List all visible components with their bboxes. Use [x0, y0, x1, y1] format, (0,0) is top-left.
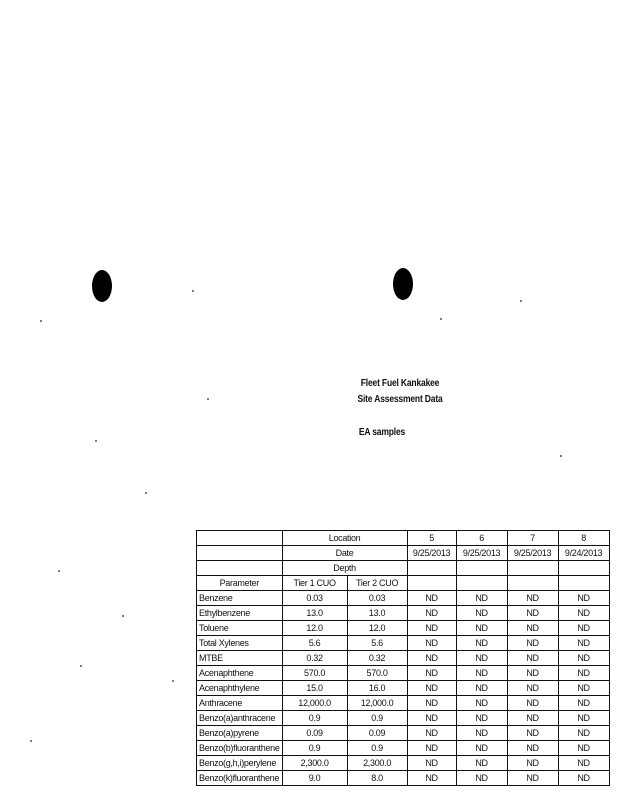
result-value: ND [507, 726, 558, 741]
result-header-blank [507, 576, 558, 591]
result-value: ND [507, 696, 558, 711]
result-header-blank [407, 576, 456, 591]
location-8: 8 [558, 531, 609, 546]
result-value: ND [407, 606, 456, 621]
result-value: ND [407, 756, 456, 771]
header-blank-cell [197, 561, 283, 576]
location-label: Location [282, 531, 407, 546]
result-value: ND [558, 606, 609, 621]
result-value: ND [558, 711, 609, 726]
scan-speck [520, 300, 522, 302]
result-value: ND [407, 711, 456, 726]
location-row [197, 531, 610, 546]
result-value: ND [407, 666, 456, 681]
scan-speck [560, 455, 562, 457]
tier1-value: 0.32 [282, 651, 347, 666]
result-value: ND [407, 636, 456, 651]
result-value: ND [507, 771, 558, 786]
scan-speck [207, 398, 209, 400]
result-value: ND [456, 621, 507, 636]
punch-hole-right [393, 268, 413, 300]
tier1-value: 13.0 [282, 606, 347, 621]
result-header-blank [558, 576, 609, 591]
result-value: ND [558, 741, 609, 756]
result-value: ND [456, 711, 507, 726]
column-header-row [197, 576, 610, 591]
result-value: ND [558, 621, 609, 636]
parameter-name: Total Xylenes [197, 636, 283, 651]
tier2-value: 5.6 [347, 636, 407, 651]
result-value: ND [507, 666, 558, 681]
table-row [197, 756, 610, 771]
result-value: ND [507, 741, 558, 756]
result-value: ND [456, 606, 507, 621]
punch-hole-left [92, 270, 112, 302]
result-value: ND [456, 666, 507, 681]
parameter-name: MTBE [197, 651, 283, 666]
result-value: ND [507, 711, 558, 726]
header-blank-cell [197, 546, 283, 561]
tier2-value: 2,300.0 [347, 756, 407, 771]
scan-speck [122, 615, 124, 617]
result-value: ND [558, 726, 609, 741]
result-value: ND [558, 591, 609, 606]
tier2-value: 0.9 [347, 711, 407, 726]
result-value: ND [558, 651, 609, 666]
result-value: ND [456, 681, 507, 696]
table-row [197, 711, 610, 726]
document-subtitle: Site Assessment Data [357, 394, 443, 405]
result-value: ND [407, 771, 456, 786]
tier2-value: 0.32 [347, 651, 407, 666]
tier2-value: 0.9 [347, 741, 407, 756]
scan-speck [95, 440, 97, 442]
result-value: ND [456, 696, 507, 711]
scan-speck [440, 318, 442, 320]
depth-row [197, 561, 610, 576]
result-value: ND [407, 651, 456, 666]
parameter-name: Toluene [197, 621, 283, 636]
result-value: ND [507, 621, 558, 636]
result-value: ND [407, 591, 456, 606]
depth-cell [558, 561, 609, 576]
tier1-value: 12,000.0 [282, 696, 347, 711]
date-row [197, 546, 610, 561]
depth-cell [456, 561, 507, 576]
table-row [197, 621, 610, 636]
parameter-name: Benzo(k)fluoranthene [197, 771, 283, 786]
tier1-value: 0.9 [282, 741, 347, 756]
date-label: Date [282, 546, 407, 561]
scan-speck [58, 570, 60, 572]
tier1-value: 0.09 [282, 726, 347, 741]
depth-cell [407, 561, 456, 576]
result-value: ND [456, 741, 507, 756]
result-value: ND [507, 606, 558, 621]
tier1-value: 0.03 [282, 591, 347, 606]
table-row [197, 726, 610, 741]
date-cell: 9/24/2013 [558, 546, 609, 561]
result-header-blank [456, 576, 507, 591]
location-7: 7 [507, 531, 558, 546]
date-cell: 9/25/2013 [456, 546, 507, 561]
parameter-name: Acenaphthene [197, 666, 283, 681]
result-value: ND [456, 591, 507, 606]
date-cell: 9/25/2013 [507, 546, 558, 561]
result-value: ND [558, 696, 609, 711]
table-row [197, 681, 610, 696]
table-body [197, 591, 610, 786]
tier2-value: 570.0 [347, 666, 407, 681]
location-6: 6 [456, 531, 507, 546]
table-row [197, 636, 610, 651]
parameter-name: Ethylbenzene [197, 606, 283, 621]
result-value: ND [456, 726, 507, 741]
result-value: ND [407, 681, 456, 696]
table-row [197, 651, 610, 666]
date-cell: 9/25/2013 [407, 546, 456, 561]
result-value: ND [507, 591, 558, 606]
result-value: ND [558, 771, 609, 786]
result-value: ND [456, 636, 507, 651]
scan-speck [30, 740, 32, 742]
result-value: ND [558, 756, 609, 771]
tier1-value: 570.0 [282, 666, 347, 681]
table-row [197, 591, 610, 606]
result-value: ND [456, 771, 507, 786]
result-value: ND [456, 651, 507, 666]
location-5: 5 [407, 531, 456, 546]
tier2-value: 12.0 [347, 621, 407, 636]
tier2-value: 8.0 [347, 771, 407, 786]
parameter-name: Benzo(b)fluoranthene [197, 741, 283, 756]
tier2-value: 0.03 [347, 591, 407, 606]
depth-cell [507, 561, 558, 576]
result-value: ND [558, 666, 609, 681]
result-value: ND [558, 681, 609, 696]
parameter-name: Benzene [197, 591, 283, 606]
parameter-name: Anthracene [197, 696, 283, 711]
sample-set-label: EA samples [358, 427, 406, 438]
parameter-name: Benzo(a)anthracene [197, 711, 283, 726]
scan-speck [172, 680, 174, 682]
tier1-header: Tier 1 CUO [282, 576, 347, 591]
result-value: ND [456, 756, 507, 771]
result-value: ND [407, 726, 456, 741]
result-value: ND [507, 636, 558, 651]
tier2-value: 13.0 [347, 606, 407, 621]
result-value: ND [558, 636, 609, 651]
result-value: ND [407, 621, 456, 636]
parameter-name: Benzo(g,h,i)perylene [197, 756, 283, 771]
scan-speck [192, 290, 194, 292]
parameter-name: Acenaphthylene [197, 681, 283, 696]
result-value: ND [507, 681, 558, 696]
document-title: Fleet Fuel Kankakee [360, 378, 440, 389]
result-value: ND [507, 651, 558, 666]
scan-speck [40, 320, 42, 322]
tier1-value: 2,300.0 [282, 756, 347, 771]
table-row [197, 666, 610, 681]
scan-speck [145, 492, 147, 494]
scan-speck [80, 665, 82, 667]
result-value: ND [407, 696, 456, 711]
depth-label: Depth [282, 561, 407, 576]
tier2-value: 12,000.0 [347, 696, 407, 711]
result-value: ND [407, 741, 456, 756]
tier1-value: 9.0 [282, 771, 347, 786]
table-row [197, 741, 610, 756]
tier1-value: 5.6 [282, 636, 347, 651]
tier2-value: 0.09 [347, 726, 407, 741]
result-value: ND [507, 756, 558, 771]
tier1-value: 15.0 [282, 681, 347, 696]
parameter-name: Benzo(a)pyrene [197, 726, 283, 741]
tier1-value: 12.0 [282, 621, 347, 636]
tier2-header: Tier 2 CUO [347, 576, 407, 591]
parameter-header: Parameter [197, 576, 283, 591]
tier1-value: 0.9 [282, 711, 347, 726]
site-assessment-table [196, 530, 610, 786]
table-row [197, 696, 610, 711]
table-row [197, 771, 610, 786]
table-row [197, 606, 610, 621]
header-blank-cell [197, 531, 283, 546]
tier2-value: 16.0 [347, 681, 407, 696]
